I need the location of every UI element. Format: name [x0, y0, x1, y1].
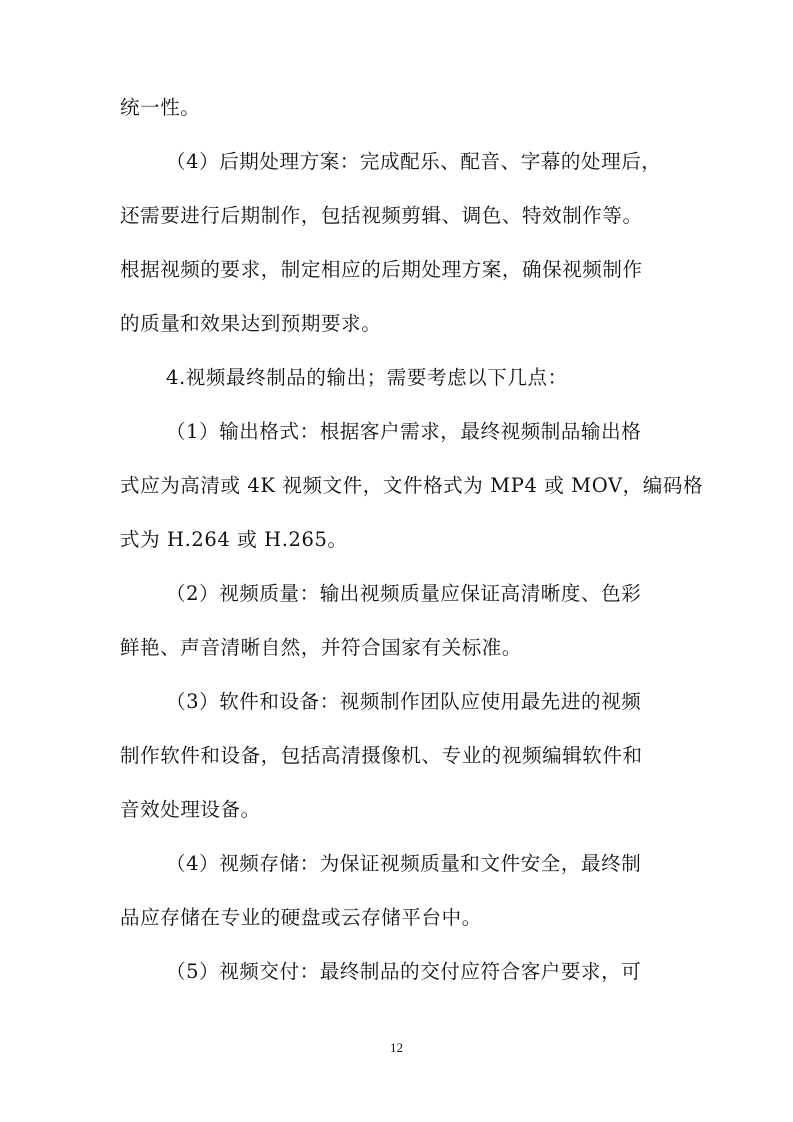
text-line: 式应为高清或 4K 视频文件，文件格式为 MP4 或 MOV，编码格 — [120, 474, 704, 497]
text-line: （5）视频交付：最终制品的交付应符合客户要求，可 — [166, 960, 642, 983]
text-line: 式为 H.264 或 H.265。 — [120, 528, 348, 551]
text-line: 4.视频最终制品的输出；需要考虑以下几点： — [166, 366, 568, 389]
text-line: 的质量和效果达到预期要求。 — [120, 312, 382, 335]
text-line: 还需要进行后期制作，包括视频剪辑、调色、特效制作等。 — [120, 204, 643, 227]
text-line: 品应存储在专业的硬盘或云存储平台中。 — [120, 906, 482, 929]
text-line: 根据视频的要求，制定相应的后期处理方案，确保视频制作 — [120, 258, 643, 281]
page-number: 12 — [390, 1040, 403, 1055]
text-line: （4）后期处理方案：完成配乐、配音、字幕的处理后， — [166, 150, 662, 173]
text-line: （1）输出格式：根据客户需求，最终视频制品输出格 — [166, 420, 642, 443]
text-line: （4）视频存储：为保证视频质量和文件安全，最终制 — [166, 852, 642, 875]
text-line: （3）软件和设备：视频制作团队应使用最先进的视频 — [166, 690, 642, 713]
text-line: 音效处理设备。 — [120, 798, 261, 821]
document-body — [120, 86, 704, 1004]
text-line: 统一性。 — [120, 96, 201, 119]
text-line: （2）视频质量：输出视频质量应保证高清晰度、色彩 — [166, 582, 642, 605]
text-line: 鲜艳、声音清晰自然，并符合国家有关标准。 — [120, 636, 523, 659]
text-line: 制作软件和设备，包括高清摄像机、专业的视频编辑软件和 — [120, 744, 643, 767]
